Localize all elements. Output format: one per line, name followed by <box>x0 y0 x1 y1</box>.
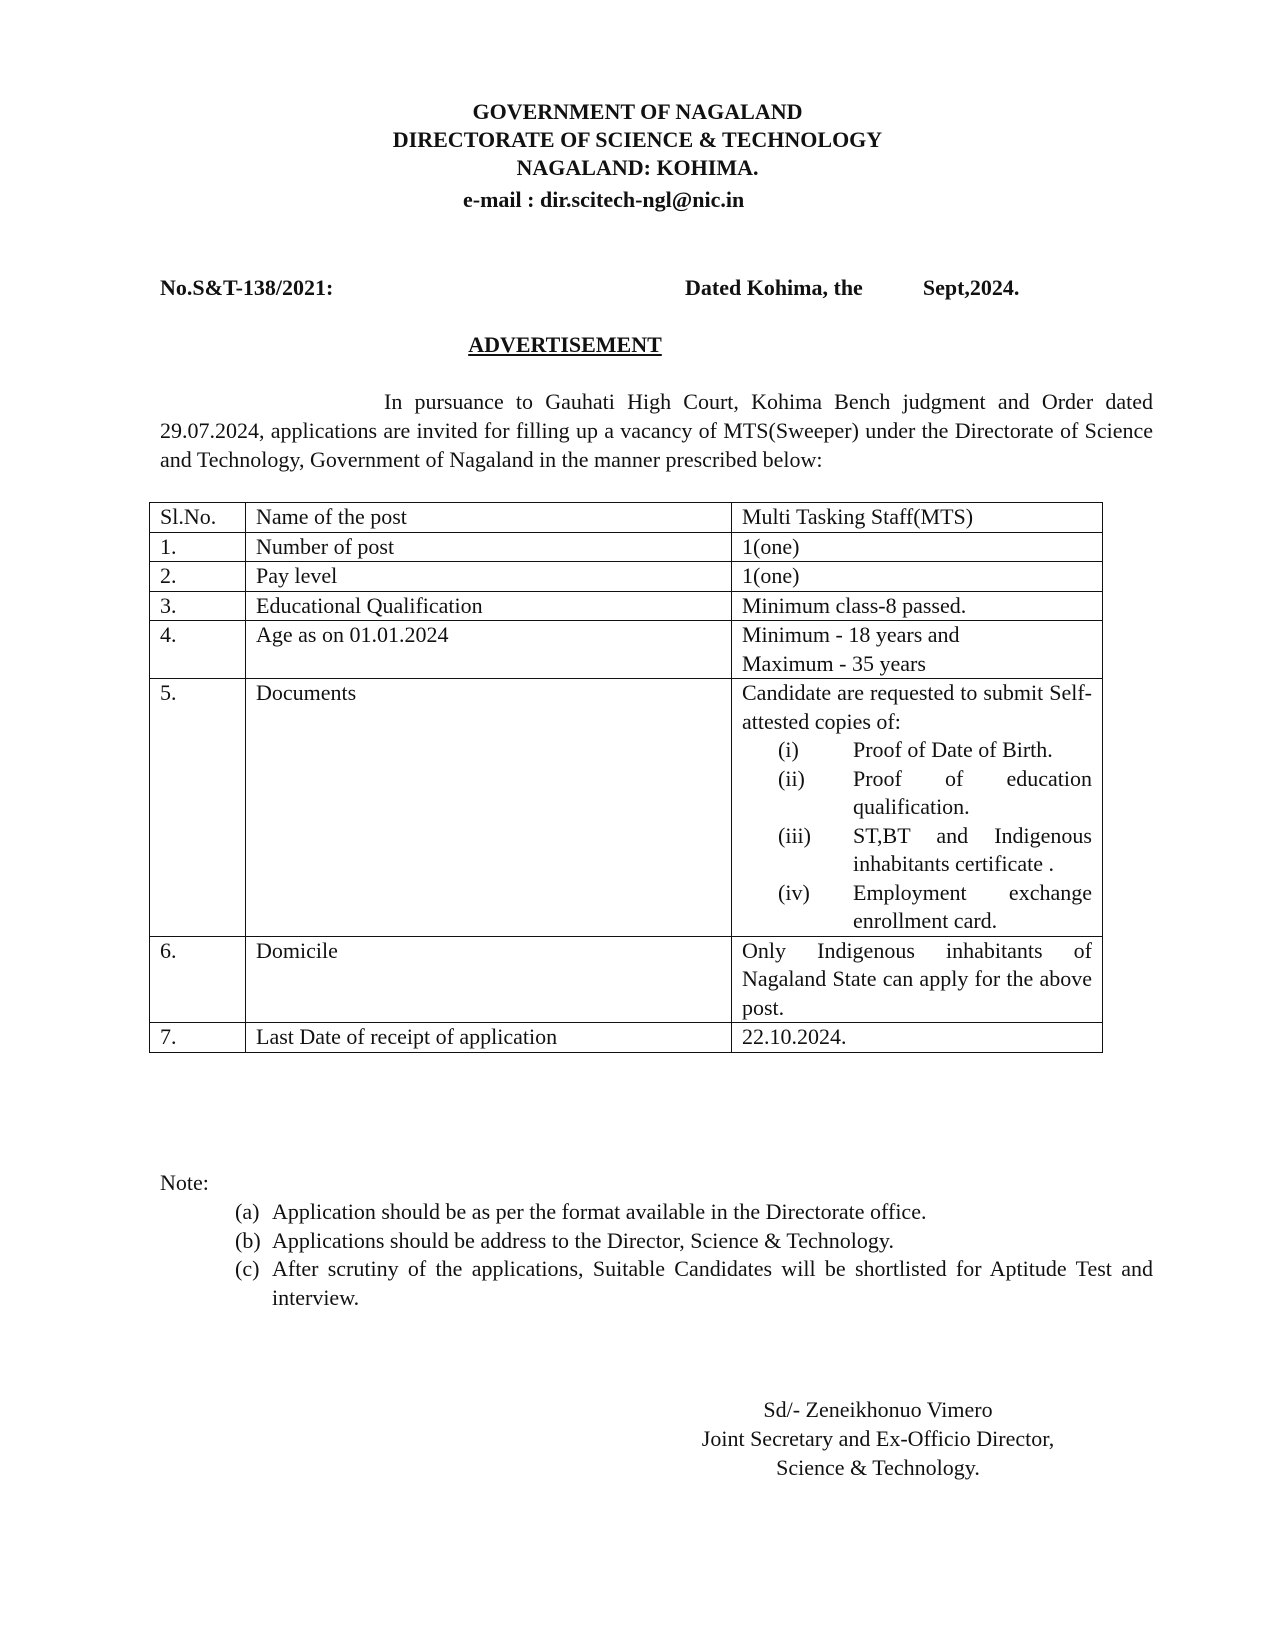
list-item <box>742 736 1092 765</box>
list-item <box>235 1198 1153 1227</box>
notes-list <box>235 1198 1153 1312</box>
list-item <box>742 822 1092 879</box>
list-item-text: Employment exchange enrollment card. <box>853 879 1092 933</box>
table-cell-sl: 1. <box>150 532 246 562</box>
table-cell-sl: 7. <box>150 1023 246 1053</box>
table-cell-sl: 2. <box>150 562 246 592</box>
table-cell-value <box>732 621 1103 679</box>
dated-month: Sept,2024. <box>922 275 1020 300</box>
list-item-number: (iii) <box>778 822 811 848</box>
table-cell-sl: 6. <box>150 936 246 1023</box>
table-header-row <box>150 503 1103 533</box>
list-item-number: (c) <box>235 1256 260 1281</box>
list-item <box>235 1227 1153 1256</box>
govt-name: GOVERNMENT OF NAGALAND <box>472 99 803 124</box>
table-cell-name: Educational Qualification <box>246 591 732 621</box>
dated-label: Dated Kohima, the <box>685 275 863 300</box>
table-cell-value: Only Indigenous inhabitants of Nagaland State can apply for the above post. <box>732 936 1103 1023</box>
table-cell-name: Name of the post <box>246 503 732 533</box>
location: NAGALAND: KOHIMA. <box>516 155 759 180</box>
table-row <box>150 1023 1103 1053</box>
table-cell-sl: Sl.No. <box>150 503 246 533</box>
list-item-number: (b) <box>235 1227 261 1253</box>
table-row <box>150 936 1103 1023</box>
list-item-number: (i) <box>778 737 799 762</box>
email-line: e-mail : dir.scitech-ngl@nic.in <box>463 187 745 212</box>
list-item-text: Proof of education qualification. <box>853 765 1092 819</box>
list-item-text: Proof of Date of Birth. <box>853 737 1053 762</box>
table-row <box>150 562 1103 592</box>
table-row <box>150 679 1103 937</box>
vacancy-table <box>149 502 1103 1053</box>
reference-number: No.S&T-138/2021: <box>160 275 334 300</box>
table-cell-name: Documents <box>246 679 732 937</box>
list-item <box>742 879 1092 936</box>
table-cell-value: Minimum class-8 passed. <box>732 591 1103 621</box>
table-row <box>150 532 1103 562</box>
list-item-text: Applications should be address to the Director, Science & Technology. <box>272 1227 894 1253</box>
table-cell-value <box>732 679 1103 937</box>
table-cell-name: Age as on 01.01.2024 <box>246 621 732 679</box>
signatory-department: Science & Technology. <box>776 1455 980 1480</box>
list-item <box>742 765 1092 822</box>
list-item-text: ST,BT and Indigenous inhabitants certificate . <box>853 822 1092 876</box>
letterhead <box>0 98 1275 182</box>
table-cell-value: Multi Tasking Staff(MTS) <box>732 503 1103 533</box>
list-item-number: (a) <box>235 1199 260 1224</box>
list-item-text: Application should be as per the format available in the Directorate office. <box>272 1199 927 1224</box>
signature-block <box>678 1395 1078 1482</box>
signatory-designation: Joint Secretary and Ex-Officio Director, <box>701 1426 1055 1451</box>
table-cell-value: 1(one) <box>732 562 1103 592</box>
table-cell-name: Pay level <box>246 562 732 592</box>
table-cell-sl: 3. <box>150 591 246 621</box>
documents-intro: Candidate are requested to submit Self-attested copies of: <box>742 680 1092 734</box>
date-line <box>685 275 1019 301</box>
table-cell-name: Number of post <box>246 532 732 562</box>
intro-paragraph: In pursuance to Gauhati High Court, Kohima Bench judgment and Order dated 29.07.2024, applications are invited for filling up a vacancy of MTS(Sweeper) under the Directorate of Science and Technology, Government of Nagaland in the manner prescribed below: <box>160 389 1153 472</box>
signatory-name: Sd/- Zeneikhonuo Vimero <box>763 1397 993 1422</box>
table-cell-name: Domicile <box>246 936 732 1023</box>
list-item-number: (iv) <box>778 879 810 905</box>
table-cell-sl: 5. <box>150 679 246 937</box>
table-cell-value: 1(one) <box>732 532 1103 562</box>
list-item <box>235 1255 1153 1312</box>
note-label: Note: <box>160 1170 209 1195</box>
age-max: Maximum - 35 years <box>742 650 926 676</box>
list-item-text: After scrutiny of the applications, Suitable Candidates will be shortlisted for Aptitude Test and interview. <box>272 1256 1153 1310</box>
table-cell-name: Last Date of receipt of application <box>246 1023 732 1053</box>
directorate-name: DIRECTORATE OF SCIENCE & TECHNOLOGY <box>392 127 883 152</box>
table-row <box>150 621 1103 679</box>
table-cell-value: 22.10.2024. <box>732 1023 1103 1053</box>
documents-list <box>742 736 1092 936</box>
page-title: ADVERTISEMENT <box>468 332 662 357</box>
table-cell-sl: 4. <box>150 621 246 679</box>
table-row <box>150 591 1103 621</box>
age-min: Minimum - 18 years and <box>742 622 960 647</box>
list-item-number: (ii) <box>778 765 805 791</box>
